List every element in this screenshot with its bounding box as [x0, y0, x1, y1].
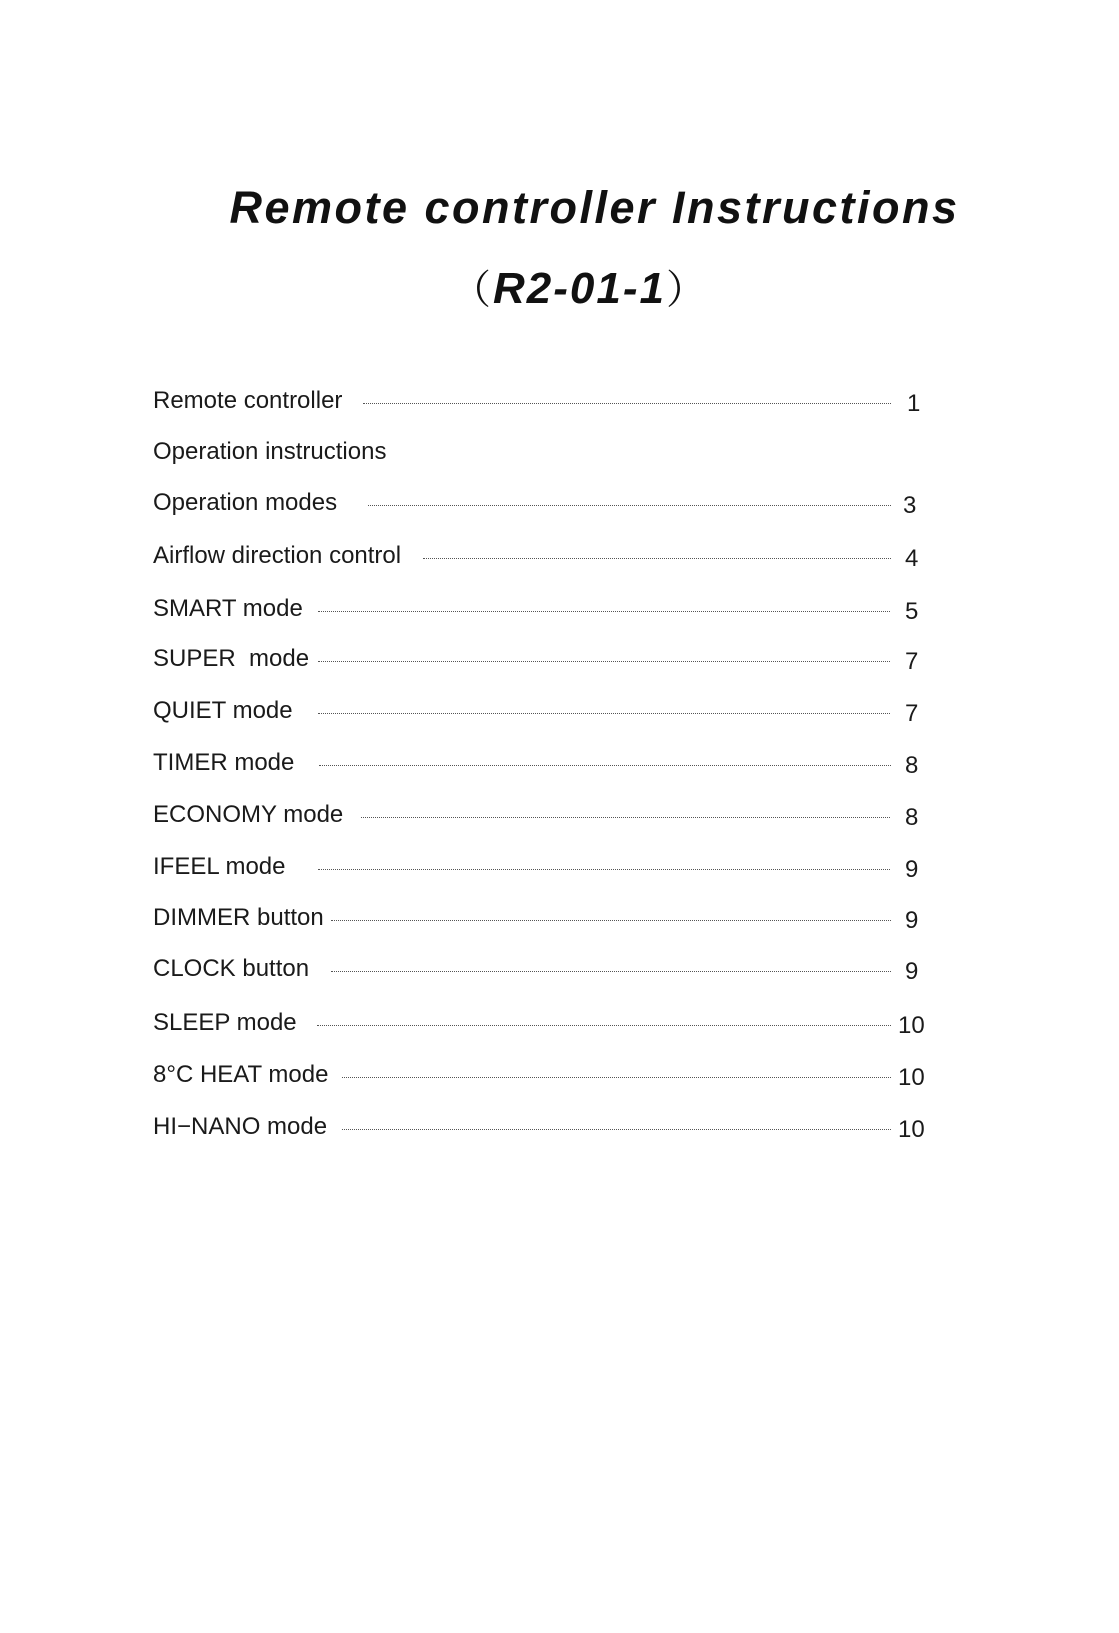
- document-subtitle: [0, 258, 1119, 315]
- toc-entry[interactable]: [153, 541, 963, 575]
- toc-dot-leader: [318, 713, 890, 714]
- toc-entry-label: SMART mode: [153, 595, 303, 622]
- toc-entry[interactable]: [153, 644, 963, 678]
- toc-entry-label: Operation instructions: [153, 438, 387, 465]
- toc-dot-leader: [342, 1129, 891, 1130]
- toc-dot-leader: [342, 1077, 891, 1078]
- toc-entry[interactable]: [153, 594, 963, 628]
- toc-entry[interactable]: [153, 852, 963, 886]
- toc-entry[interactable]: [153, 954, 963, 988]
- toc-entry-label: SLEEP mode: [153, 1009, 297, 1036]
- toc-dot-leader: [361, 817, 890, 818]
- toc-entry[interactable]: [153, 696, 963, 730]
- toc-dot-leader: [423, 558, 891, 559]
- toc-entry-page: 9: [905, 856, 919, 883]
- toc-entry-label: DIMMER button: [153, 904, 324, 931]
- toc-entry-label: Airflow direction control: [153, 542, 402, 569]
- subtitle-open-paren: （: [451, 267, 494, 313]
- toc-dot-leader: [319, 765, 891, 766]
- toc-dot-leader: [363, 403, 891, 404]
- toc-entry-page: 3: [903, 492, 917, 519]
- toc-entry-page: 8: [905, 752, 919, 779]
- toc-dot-leader: [317, 1025, 891, 1026]
- toc-entry-label: IFEEL mode: [153, 853, 286, 880]
- toc-entry-page: 5: [905, 598, 919, 625]
- toc-entry-page: 8: [905, 804, 919, 831]
- toc-entry-label: HI−NANO mode: [153, 1113, 328, 1140]
- toc-dot-leader: [318, 869, 890, 870]
- toc-dot-leader: [318, 611, 890, 612]
- toc-entry-label: Remote controller: [153, 387, 343, 414]
- toc-dot-leader: [318, 661, 890, 662]
- toc-entry[interactable]: [153, 748, 963, 782]
- toc-entry[interactable]: [153, 800, 963, 834]
- model-code: R2-01-1: [493, 264, 666, 313]
- toc-entry-label: ECONOMY mode: [153, 801, 344, 828]
- toc-entry[interactable]: [153, 1060, 963, 1094]
- toc-entry[interactable]: [153, 1112, 963, 1146]
- toc-entry-page: 10: [898, 1064, 925, 1091]
- toc-entry-page: 7: [905, 700, 919, 727]
- toc-entry-label: TIMER mode: [153, 749, 295, 776]
- toc-entry-page: 4: [905, 545, 919, 572]
- toc-entry-page: 10: [898, 1012, 925, 1039]
- toc-entry-label: 8°C HEAT mode: [153, 1061, 329, 1088]
- toc-entry[interactable]: [153, 903, 963, 937]
- toc-dot-leader: [368, 505, 891, 506]
- toc-dot-leader: [331, 971, 891, 972]
- toc-entry-page: 7: [905, 648, 919, 675]
- toc-entry-page: 1: [907, 390, 921, 417]
- toc-entry-page: 10: [898, 1116, 925, 1143]
- toc-entry-page: 9: [905, 907, 919, 934]
- toc-entry-label: QUIET mode: [153, 697, 293, 724]
- document-title: Remote controller Instructions: [229, 182, 960, 233]
- toc-entry[interactable]: [153, 488, 963, 522]
- toc-entry[interactable]: [153, 437, 963, 471]
- toc-entry-label: Operation modes: [153, 489, 338, 516]
- toc-entry-page: 9: [905, 958, 919, 985]
- toc-dot-leader: [331, 920, 891, 921]
- toc-entry-label: SUPER mode: [153, 645, 310, 672]
- toc-entry[interactable]: [153, 386, 963, 420]
- toc-entry-label: CLOCK button: [153, 955, 310, 982]
- subtitle-close-paren: ）: [665, 267, 708, 313]
- toc-entry[interactable]: [153, 1008, 963, 1042]
